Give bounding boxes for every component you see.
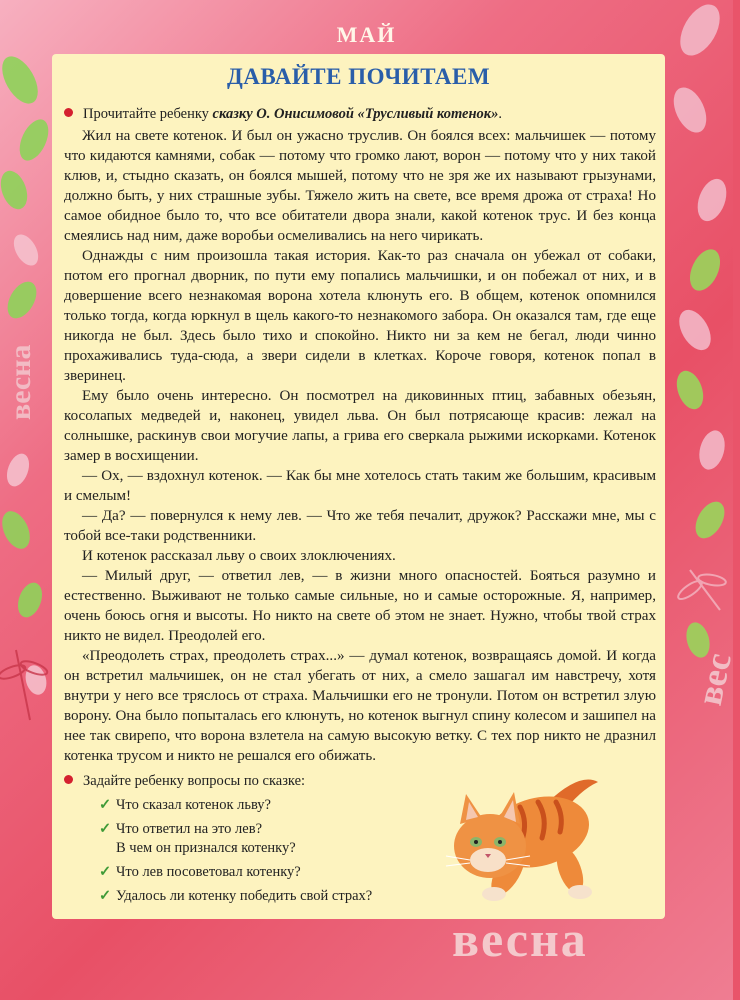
dragonfly-icon — [676, 570, 727, 610]
intro-suffix: . — [498, 106, 503, 122]
season-watermark-bottom: весна — [452, 911, 588, 967]
checkmark-icon: ✓ — [99, 797, 112, 813]
story-paragraph: — Ох, — вздохнул котенок. — Как бы мне хотелось стать таким же большим, красивым и смелым! — [64, 468, 656, 504]
kitten-illustration — [430, 762, 610, 912]
questions-title: Задайте ребенку вопросы по сказке: — [64, 773, 494, 790]
checkmark-icon: ✓ — [99, 888, 112, 904]
bullet-icon — [64, 775, 73, 784]
checkmark-icon: ✓ — [99, 821, 112, 837]
month-label: МАЙ — [336, 22, 397, 47]
story-text — [64, 126, 656, 766]
list-item: ✓ Что ответил на это лев? В чем он признался котенку? — [99, 821, 296, 856]
season-watermark-right: вес — [688, 649, 739, 709]
list-item: ✓ Удалось ли котенку победить свой страх? — [99, 888, 373, 904]
intro-prefix: Прочитайте ребенку — [83, 106, 213, 122]
season-watermark-left: весна — [4, 344, 37, 420]
green-leaf-icon — [0, 50, 54, 620]
story-paragraph: — Да? — повернулся к нему лев. — Что же тебя печалит, дружок? Расскажи мне, мы с тобой все-таки родственники. — [64, 508, 656, 544]
story-paragraph: И котенок рассказал льву о своих злоключениях. — [82, 548, 396, 564]
story-paragraph: Ему было очень интересно. Он посмотрел на диковинных птиц, забавных обезьян, косолапых медведей и, наконец, увидел льва. Он был потрясающе красив: лежал на солнышке, раскинув свои могучие лапы, а грива его сверкала рыжими искорками. Котенок замер в восхищении. — [64, 388, 656, 464]
checkmark-icon: ✓ — [99, 864, 112, 880]
story-paragraph: Однажды с ним произошла такая история. Как-то раз сначала он убежал от собаки, потом его прогнал дворник, по пути ему попались мальчишки, и он побежал от них, и в довершение всего незнакомая ворона хотела клюнуть его. В общем, котенок опомнился только тогда, когда юркнул в щель какого-то незнакомого забора. Он оказался там, где еще никогда не был. Здесь было тихо и спокойно. Никто ни за кем не бегал, люди чинно прохаживались туда-сюда, а звери сидели в клетках. Короче говоря, котенок попал в зверинец. — [64, 248, 656, 384]
page-title: ДАВАЙТЕ ПОЧИТАЕМ — [226, 64, 491, 89]
list-item: ✓ Что лев посоветовал котенку? — [99, 864, 301, 880]
story-paragraph: Жил на свете котенок. И был он ужасно труслив. Он боялся всех: мальчишек — потому что кидаются камнями, собак — потому что громко лают, ворон — потому что у них такой клюв, и, стыдно сказать, он боялся мышей, потому что не зря же их называют грызунами, должно быть, у них страшные зубы. Тяжело жить на свете, все время дрожа от страха! Но самое обидное было то, что все обитатели двора знали, какой котенок трус. И без конца смеялись над ним, даже воробьи осмеливались на него чирикать. — [64, 128, 656, 244]
list-item: ✓ Что сказал котенок льву? — [99, 797, 271, 813]
story-paragraph: «Преодолеть страх, преодолеть страх...» — думал котенок, возвращаясь домой. И когда он встретил мальчишек, он не стал убегать от них, а смело зашагал им навстречу, хотя внутри у него все тряслось от страха. Мальчишки его не тронули. Потом он встретил злую ворону. Она было попыталась его клюнуть, но котенок выгнул спину колесом и зашипел на нее так свирепо, что ворона взлетела на самую высокую ветку. С тех пор никто не дразнил котенка трусом и никто не решался его обижать. — [64, 648, 656, 764]
bullet-icon — [64, 108, 73, 117]
intro-line — [64, 106, 654, 123]
intro-emphasis: сказку О. Онисимовой «Трусливый котенок» — [212, 106, 499, 122]
story-paragraph: — Милый друг, — ответил лев, — в жизни много опасностей. Бояться разумно и естественно. Выживают не только самые сильные, но и самые осторожные. Я, например, очень боюсь огня и высоты. Но никто на свете об этом не знает. Нужно, чтобы твой страх никто не видел. Преодолей его. — [64, 568, 656, 644]
